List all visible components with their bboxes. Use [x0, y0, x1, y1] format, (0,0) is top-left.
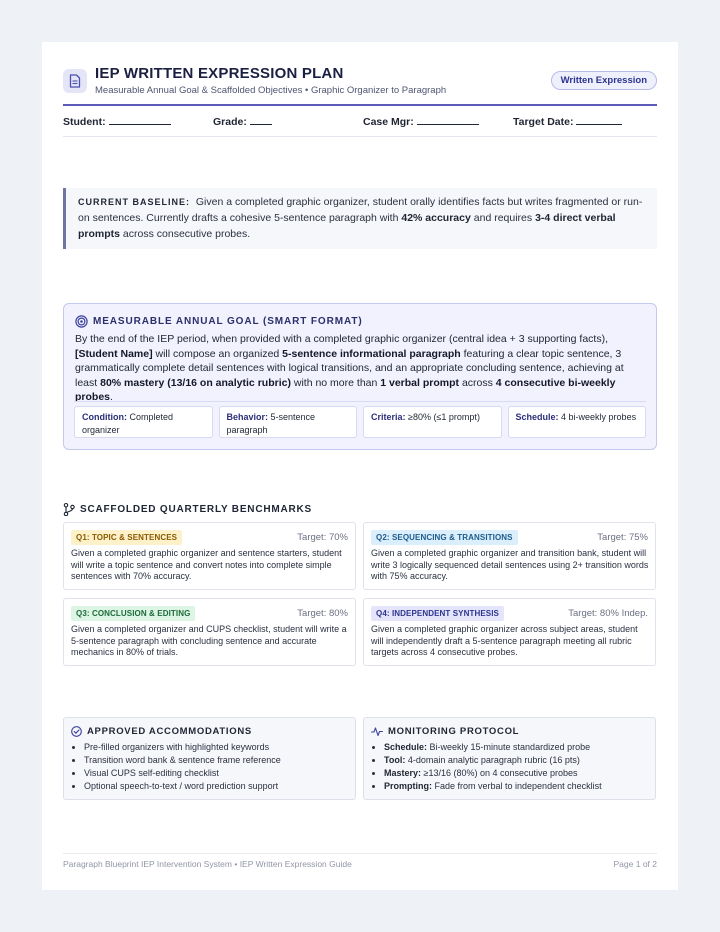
- accommodations-list: [84, 741, 349, 793]
- baseline-text: and requires: [470, 212, 536, 224]
- student-info-row: [63, 108, 657, 137]
- document-icon: [63, 69, 87, 93]
- benchmark-q1-card: [63, 522, 356, 590]
- pulse-icon: [371, 726, 383, 737]
- target-date-field[interactable]: [513, 115, 622, 128]
- list-item: Prompting: Fade from verbal to independent checklist: [384, 780, 649, 793]
- list-item: Pre-filled organizers with highlighted keywords: [84, 741, 349, 754]
- case-manager-blank[interactable]: [417, 115, 479, 125]
- benchmarks-heading-text: SCAFFOLDED QUARTERLY BENCHMARKS: [80, 504, 313, 515]
- document-header: [63, 64, 657, 106]
- document-page: [42, 42, 678, 890]
- baseline-text: across consecutive probes.: [120, 228, 251, 240]
- accommodations-heading-text: APPROVED ACCOMMODATIONS: [87, 726, 252, 737]
- footer-source: Paragraph Blueprint IEP Intervention System • IEP Written Expression Guide: [63, 859, 352, 869]
- list-item: Tool: 4-domain analytic paragraph rubric (16 pts): [384, 754, 649, 767]
- grade-field[interactable]: [213, 115, 272, 128]
- accommodations-panel: [63, 717, 356, 800]
- benchmark-target: Target: 80%: [297, 608, 348, 619]
- schedule-card: Schedule: 4 bi-weekly probes: [508, 406, 647, 438]
- monitoring-heading-text: MONITORING PROTOCOL: [388, 726, 520, 737]
- benchmark-tag: Q3: CONCLUSION & EDITING: [71, 606, 195, 621]
- list-item: Transition word bank & sentence frame reference: [84, 754, 349, 767]
- accommodations-heading: [71, 726, 252, 737]
- branch-icon: [63, 503, 75, 516]
- benchmark-description: Given a completed organizer and CUPS checklist, student will write a 5-sentence paragraph with concluding sentence and accurate mechanics in 80% of trials.: [71, 624, 347, 657]
- current-baseline: [63, 188, 657, 249]
- list-item: Optional speech-to-text / word prediction support: [84, 780, 349, 793]
- benchmark-description: Given a completed graphic organizer across subject areas, student will independently draft a 5-sentence paragraph meeting all rubric targets across 4 consecutive probes.: [371, 624, 638, 657]
- baseline-text: Given a completed graphic organizer, student orally identifies facts but writes fragmented or run-on sentences. Currently drafts a cohesive 5-sentence paragraph with: [78, 196, 643, 224]
- case-manager-field[interactable]: [363, 115, 479, 128]
- page-number: Page 1 of 2: [613, 859, 657, 869]
- page-footer: [63, 853, 657, 875]
- target-icon: [75, 315, 88, 328]
- goal-statement: By the end of the IEP period, when provided with a completed graphic organizer (central idea + 3 supporting facts), [Student Name] will compose an organized 5-sentence informational paragraph featuring a clear topic sentence, 3 grammatically complete detail sentences with logical transitions, and an appropriate concluding sentence, achieving at least 80% mastery (13/16 on analytic rubric) with no more than 1 verbal prompt across 4 consecutive bi-weekly probes.: [75, 333, 624, 404]
- annual-goal-panel: [63, 303, 657, 450]
- monitoring-heading: [371, 726, 519, 737]
- goal-heading-text: MEASURABLE ANNUAL GOAL (SMART FORMAT): [93, 316, 363, 327]
- target-date-label: Target Date:: [513, 116, 574, 128]
- benchmarks-heading: [63, 503, 312, 516]
- student-field[interactable]: [63, 115, 171, 128]
- benchmark-tag: Q4: INDEPENDENT SYNTHESIS: [371, 606, 504, 621]
- benchmark-target: Target: 75%: [597, 532, 648, 543]
- benchmark-description: Given a completed graphic organizer and sentence starters, student will write a topic sentence and convert notes into complete simple sentences with 70% accuracy.: [71, 548, 342, 581]
- page-subtitle: Measurable Annual Goal & Scaffolded Objectives • Graphic Organizer to Paragraph: [95, 85, 447, 96]
- list-item: Schedule: Bi-weekly 15-minute standardized probe: [384, 741, 649, 754]
- benchmark-q4-card: [363, 598, 656, 666]
- check-circle-icon: [71, 726, 82, 737]
- case-manager-label: Case Mgr:: [363, 116, 414, 128]
- smart-components: [74, 401, 646, 438]
- grade-blank[interactable]: [250, 115, 272, 125]
- benchmark-q2-card: [363, 522, 656, 590]
- condition-card: Condition: Completed organizer: [74, 406, 213, 438]
- student-label: Student:: [63, 116, 106, 128]
- grade-label: Grade:: [213, 116, 247, 128]
- benchmark-tag: Q1: TOPIC & SENTENCES: [71, 530, 182, 545]
- goal-heading: [75, 315, 363, 328]
- baseline-accuracy: 42% accuracy: [401, 212, 471, 224]
- benchmark-q3-card: [63, 598, 356, 666]
- benchmark-target: Target: 70%: [297, 532, 348, 543]
- student-blank[interactable]: [109, 115, 171, 125]
- list-item: Mastery: ≥13/16 (80%) on 4 consecutive probes: [384, 767, 649, 780]
- list-item: Visual CUPS self-editing checklist: [84, 767, 349, 780]
- baseline-prompts: 3-4 direct verbal prompts: [78, 212, 616, 240]
- target-date-blank[interactable]: [576, 115, 622, 125]
- benchmark-description: Given a completed graphic organizer and transition bank, student will write 3 logically sequenced detail sentences using 2+ transition words with 75% accuracy.: [371, 548, 649, 581]
- monitoring-list: [384, 741, 649, 793]
- monitoring-panel: [363, 717, 656, 800]
- criteria-card: Criteria: ≥80% (≤1 prompt): [363, 406, 502, 438]
- benchmark-target: Target: 80% Indep.: [568, 608, 648, 619]
- page-title: IEP WRITTEN EXPRESSION PLAN: [95, 65, 344, 82]
- baseline-label: CURRENT BASELINE:: [78, 197, 191, 207]
- behavior-card: Behavior: 5-sentence paragraph: [219, 406, 358, 438]
- benchmark-tag: Q2: SEQUENCING & TRANSITIONS: [371, 530, 518, 545]
- domain-badge: Written Expression: [551, 71, 657, 90]
